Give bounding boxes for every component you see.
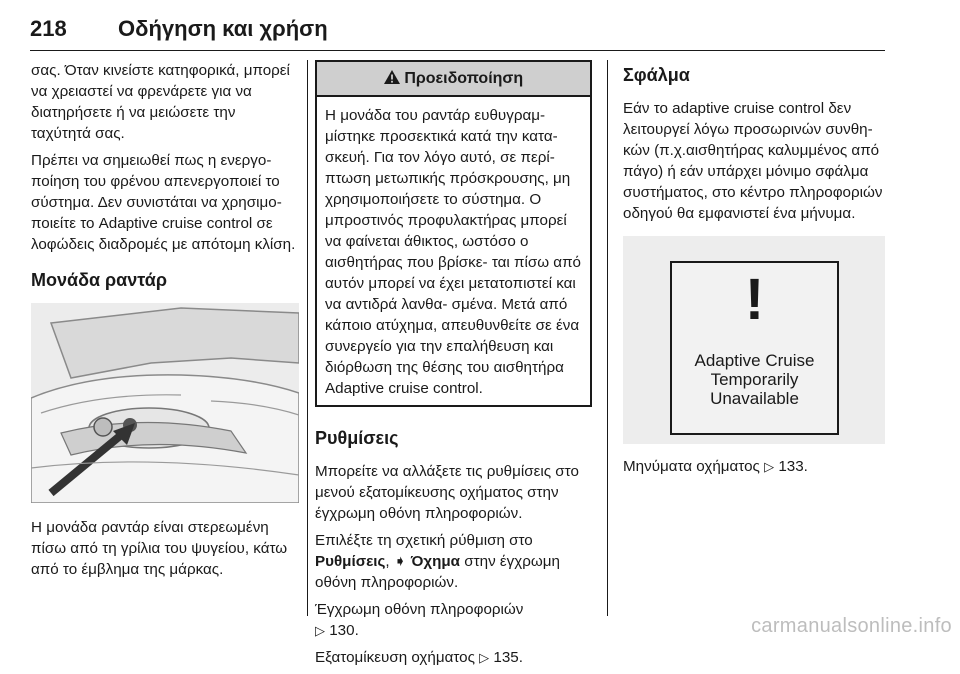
header-rule bbox=[30, 50, 885, 51]
cross-reference[interactable]: Μηνύματα οχήματος ▷ 133. bbox=[623, 458, 808, 475]
page-title: Οδήγηση και χρήση bbox=[118, 16, 328, 41]
warning-box bbox=[315, 60, 592, 407]
paragraph: Μπορείτε να αλλάξετε τις ρυθμίσεις στο μενού εξατομίκευσης οχήματος στην έγχρωμη οθόνη πληροφοριών. bbox=[315, 463, 579, 522]
section-heading-settings: Ρυθμίσεις bbox=[315, 428, 399, 448]
page-number: 218 bbox=[30, 16, 67, 41]
paragraph: Πρέπει να σημειωθεί πως η ενεργο- ποίηση του φρένου απενεργοποιεί το σύστημα. Δεν συνιστάται να χρησιμο- ποιείτε το Adaptive cruise control σε λοφώδεις διαδρομές με απότομη κλίση. bbox=[31, 152, 296, 253]
radar-unit-illustration bbox=[31, 303, 299, 503]
section-heading-fault: Σφάλμα bbox=[623, 65, 690, 85]
warning-header bbox=[317, 62, 590, 97]
warning-text: Η μονάδα του ραντάρ ευθυγραμ- μίστηκε προσεκτικά κατά την κατα- σκευή. Για τον λόγο αυτό, σε περί- πτωση μετωπικής πρόσκρουσης, μη χρησιμοποιήσετε το σύστημα. Ο μπροστινός προφυλακτήρας μπορεί να φαίνεται άθικτος, ωστόσο ο αισθητήρας που βρίσκε- ται πίσω από αυτόν μπορεί να έχει μετατοπιστεί και να αντιδρά λανθα- σμένα. Μετά από κάποιο ατύχημα, απευθυνθείτε σε ένα συνεργείο για την επαλήθευση και διόρθωση της θέσης του αισθητήρα Adaptive cruise control. bbox=[325, 107, 581, 397]
menu-settings-link[interactable]: Ρυθμίσεις bbox=[315, 553, 386, 570]
paragraph: Εάν το adaptive cruise control δεν λειτουργεί λόγω προσωρινών συνθη- κών (π.χ.αισθητήρας καλυμμένος από πάγο) ή εάν υπάρχει μόνιμο σφάλμα συστήματος, στο κέντρο πληροφοριών οδηγού θα εμφανιστεί ένα μήνυμα. bbox=[623, 100, 883, 222]
paragraph-settings-path: Επιλέξτε τη σχετική ρύθμιση στο Ρυθμίσεις, ➧ Όχημα στην έγχρωμη οθόνη πληροφοριών. bbox=[315, 532, 560, 591]
cross-reference[interactable]: Έγχρωμη οθόνη πληροφοριών ▷ 130. bbox=[315, 601, 524, 639]
dic-message-illustration bbox=[623, 236, 885, 444]
message-line: Unavailable bbox=[710, 389, 799, 408]
car-front-image bbox=[31, 303, 299, 503]
warning-triangle-icon bbox=[384, 70, 400, 84]
exclamation-icon: ! bbox=[744, 267, 765, 332]
figure-caption: Η μονάδα ραντάρ είναι στερεωμένη πίσω από τη γρίλια του ψυγείου, κάτω από το έμβλημα της μάρκας. bbox=[31, 519, 288, 578]
column-1 bbox=[31, 60, 299, 586]
reference-page: 130. bbox=[329, 622, 359, 639]
column-3 bbox=[623, 60, 885, 483]
column-2 bbox=[315, 60, 592, 674]
driver-info-display bbox=[670, 261, 839, 435]
page-reference-icon: ▷ bbox=[479, 650, 490, 665]
column-divider bbox=[307, 60, 308, 616]
warning-title: Προειδοποίηση bbox=[404, 70, 524, 87]
menu-vehicle-link[interactable]: Όχημα bbox=[410, 553, 461, 570]
reference-page: 133. bbox=[778, 458, 808, 475]
cross-reference[interactable]: Εξατομίκευση οχήματος ▷ 135. bbox=[315, 649, 523, 666]
page-reference-icon: ▷ bbox=[764, 459, 775, 474]
column-divider bbox=[607, 60, 608, 616]
watermark: carmanualsonline.info bbox=[751, 615, 952, 637]
section-heading-radar: Μονάδα ραντάρ bbox=[31, 270, 167, 290]
message-line: Adaptive Cruise bbox=[694, 351, 815, 370]
page-reference-icon: ▷ bbox=[315, 623, 325, 638]
menu-arrow-icon: ➧ bbox=[393, 553, 407, 570]
message-line: Temporarily bbox=[710, 370, 799, 389]
paragraph: σας. Όταν κινείστε κατηφορικά, μπορεί να χρειαστεί να φρενάρετε για να διατηρήσετε ή να μειώσετε την ταχύτητά σας. bbox=[31, 62, 290, 142]
page-header bbox=[30, 8, 885, 48]
reference-page: 135. bbox=[493, 649, 523, 666]
